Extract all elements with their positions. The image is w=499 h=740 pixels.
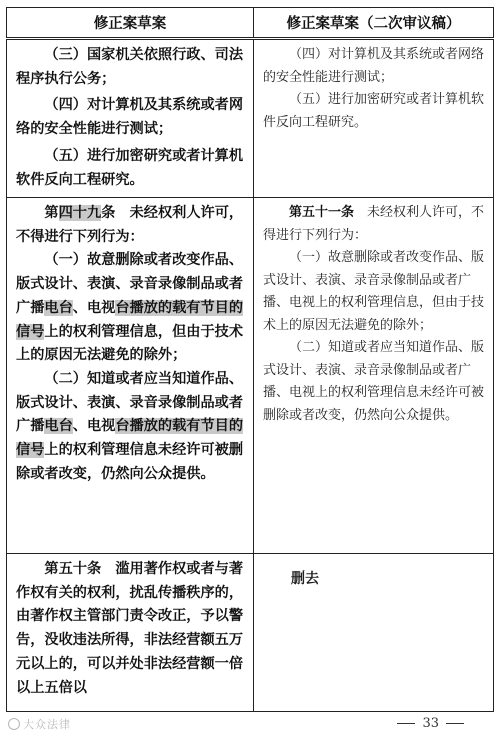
text-span: 、电视 bbox=[72, 418, 116, 435]
text-span: 第 bbox=[44, 205, 59, 221]
dash-left bbox=[397, 723, 415, 724]
row2-right-cell bbox=[254, 198, 494, 554]
highlight-span: 台播放的载有节目的信号 bbox=[16, 299, 244, 340]
paragraph: （一）故意删除或者改变作品、版式设计、表演、录音录像制品或者广播、电视上的权利管理信息，但由于技术上的原因无法避免的除外； bbox=[263, 250, 485, 333]
row1-left-cell bbox=[7, 39, 254, 198]
highlight-span: 台播放的载有节目的信号 bbox=[16, 418, 244, 459]
text-span: （一）故意删除或者改变作品、版式设计、表演、录音录像制品或者广播 bbox=[16, 252, 244, 316]
watermark-icon bbox=[8, 718, 20, 730]
text-span: 滥用著作权或者与著作权有关的权利，扰乱传播秩序的，由著作权主管部门责令改正，予以警告，没收违法所得，非法经营额五万元以上的，可以并处非法经营额一倍以上五倍以 bbox=[16, 561, 244, 696]
highlight-span: 电台 bbox=[44, 299, 73, 316]
text-span: 未经权利人许可，不得进行下列行为： bbox=[263, 205, 485, 243]
text-span: 条 bbox=[101, 205, 116, 221]
article-number: 第五十条 bbox=[44, 561, 102, 577]
paragraph: （四）对计算机及其系统或者网络的安全性能进行测试； bbox=[16, 97, 244, 138]
paragraph: （二）知道或者应当知道作品、版式设计、表演、录音录像制品或者广播、电视上的权利管理信息未经许可被删除或者改变，仍然向公众提供。 bbox=[263, 340, 485, 423]
row3-left-cell bbox=[7, 554, 254, 712]
text-span: 上的权利管理信息未经许可被删除或者改变，仍然向公众提供。 bbox=[16, 442, 244, 482]
comparison-table bbox=[6, 7, 494, 712]
table-row bbox=[7, 39, 494, 198]
paragraph: （五）进行加密研究或者计算机软件反向工程研究。 bbox=[263, 92, 485, 130]
article-number bbox=[44, 205, 115, 221]
paragraph bbox=[16, 249, 247, 368]
dash-right bbox=[446, 723, 464, 724]
article-heading bbox=[263, 202, 487, 247]
text-span: 未经权利人许可，不得进行下列行为： bbox=[16, 205, 244, 245]
document-page bbox=[6, 7, 493, 707]
watermark-text: 大众法律 bbox=[23, 718, 71, 731]
paragraph bbox=[16, 368, 247, 487]
row2-left-cell bbox=[7, 198, 254, 554]
text-span: （二）知道或者应当知道作品、版式设计、表演、录音录像制品或者广播 bbox=[16, 370, 244, 435]
paragraph: （五）进行加密研究或者计算机软件反向工程研究。 bbox=[16, 147, 244, 188]
page-number bbox=[390, 716, 471, 731]
row1-right-cell bbox=[254, 39, 494, 198]
header-left: 修正案草案 bbox=[7, 8, 254, 39]
article-heading bbox=[16, 202, 247, 249]
text-span: 上的权利管理信息，但由于技术上的原因无法避免的除外； bbox=[16, 323, 244, 364]
row3-right-cell bbox=[254, 554, 494, 712]
paragraph: （三）国家机关依照行政、司法程序执行公务； bbox=[16, 47, 244, 87]
deleted-label: 删去 bbox=[291, 571, 319, 587]
highlight-span: 电台 bbox=[44, 418, 73, 435]
highlight-span: 四十九 bbox=[58, 205, 102, 221]
text-span: 、电视 bbox=[72, 299, 116, 316]
paragraph: （四）对计算机及其系统或者网络的安全性能进行测试； bbox=[263, 47, 485, 85]
header-right: 修正案草案（二次审议稿） bbox=[254, 8, 494, 39]
page-number-text: 33 bbox=[422, 716, 439, 731]
paragraph bbox=[16, 558, 247, 700]
table-row bbox=[7, 554, 494, 712]
table-row bbox=[7, 198, 494, 554]
watermark bbox=[8, 716, 71, 732]
table-header-row bbox=[7, 8, 494, 39]
article-number: 第五十一条 bbox=[289, 205, 355, 220]
